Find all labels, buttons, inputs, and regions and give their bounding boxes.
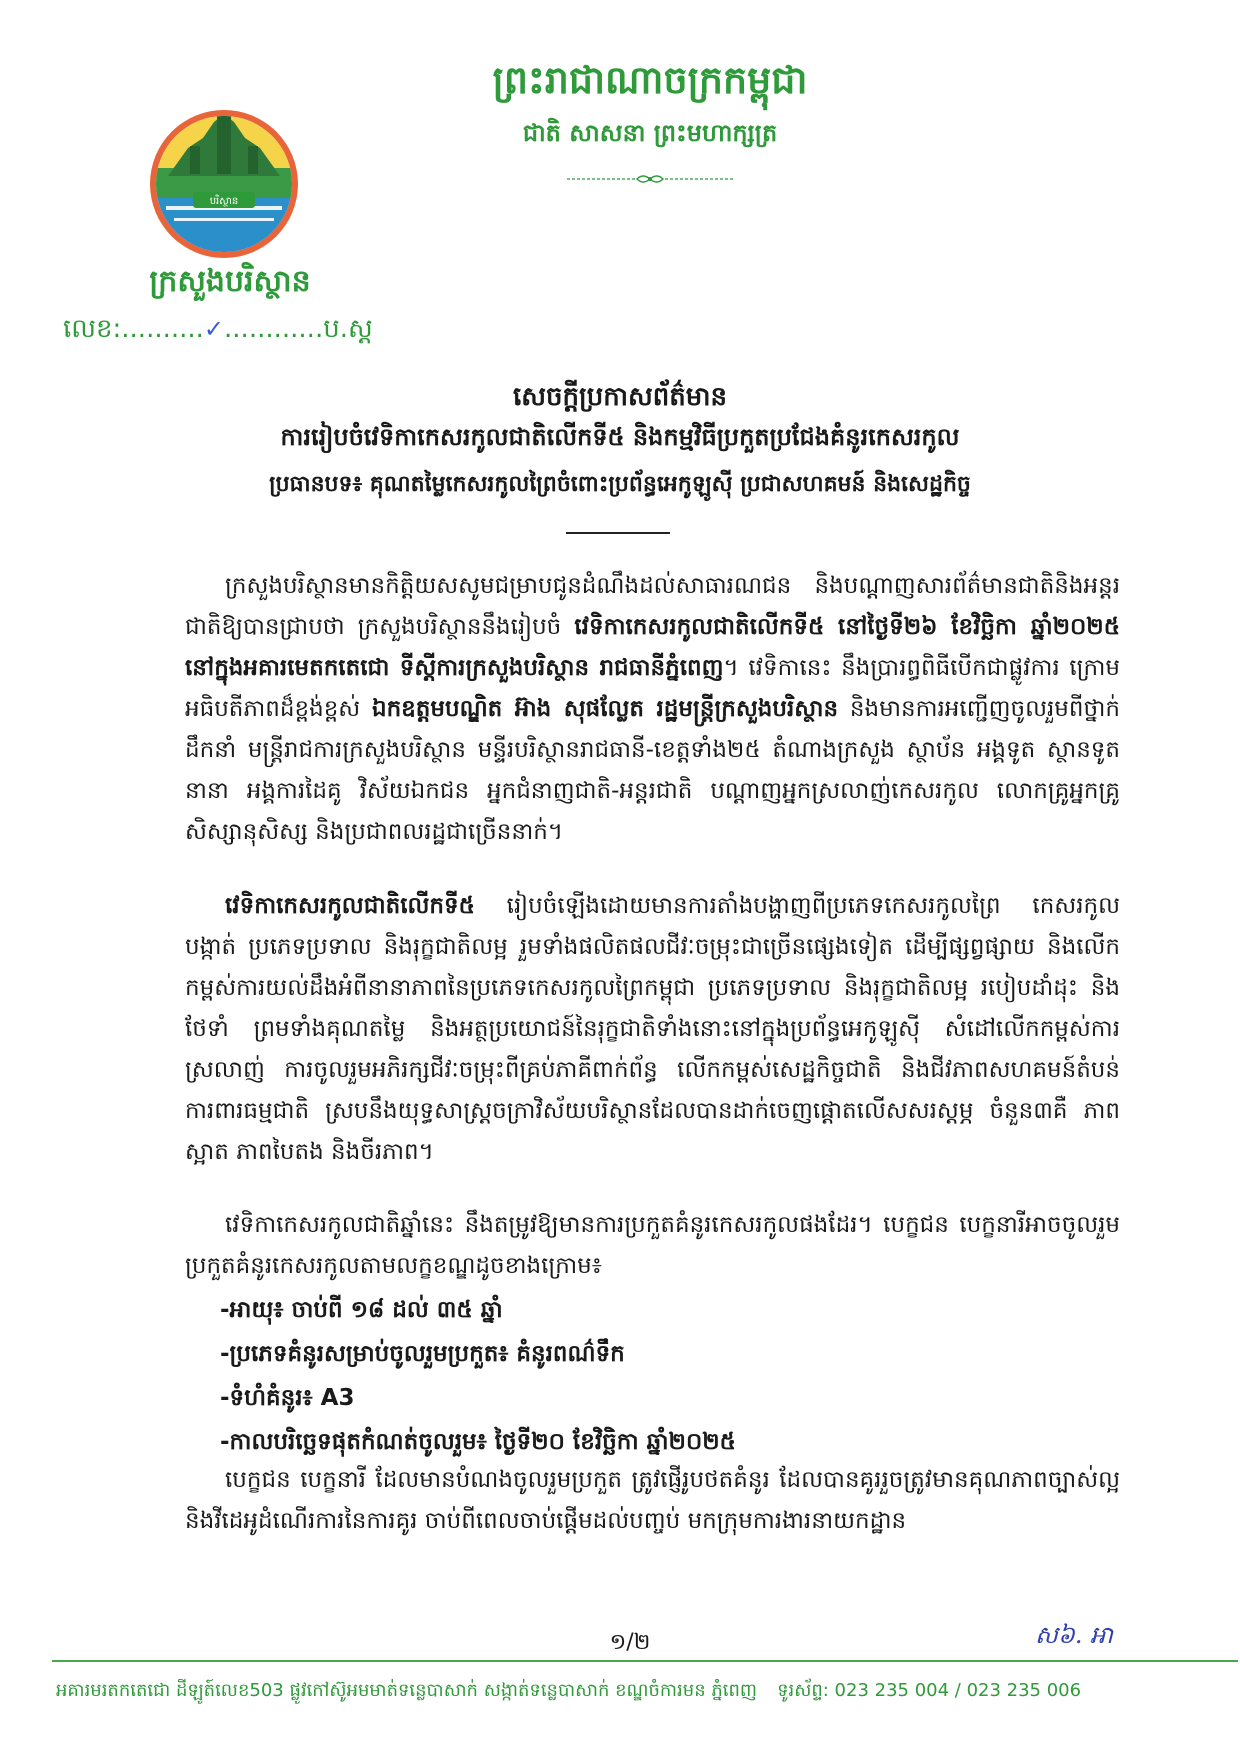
condition-size: -ទំហំគំនូរ៖ A3 [220,1385,355,1411]
page-number: ១/២ [609,1630,651,1655]
condition-age: -អាយុ៖ ចាប់ពី ១៨ ដល់ ៣៥ ឆ្នាំ [220,1297,503,1323]
paragraph-4: បេក្ខជន បេក្ខនារី ដែលមានបំណងចូលរួមប្រកួត ត្រូវផ្ញើរូបថតគំនូរ ដែលបានគូររួចត្រូវមានគុណភាពច្បាស់ល្អ និងវីដេអូដំណើរការនៃការគូរ ចាប់ពីពេលចាប់ផ្តើមដល់បញ្ចប់ មកក្រុមការងារនាយកដ្ឋាន [185,1467,1120,1534]
p1-event-details: វេទិកាកេសរកូលជាតិលើកទី៥ នៅថ្ងៃទី២៦ ខែវិច្ឆិកា ឆ្នាំ២០២៥ នៅក្នុងអគារមេតកតេជោ ទីស្តីការក្រសួងបរិស្ថាន រាជធានីភ្នំពេញ [185,614,1120,681]
press-release-title: សេចក្តីប្រកាសព័ត៌មាន [512,382,728,412]
kingdom-title: ព្រះរាជាណាចក្រកម្ពុជា [492,58,808,102]
ministry-logo [148,108,300,260]
title-divider [566,532,670,534]
p1-minister-name: ឯកឧត្តមបណ្ឌិត អ៊ាង សុផល្លែត រដ្ឋមន្ត្រីក្រសួងបរិស្ថាន [371,696,839,722]
footer-phone: ទូរស័ព្ទ: 023 235 004 / 023 235 006 [777,1680,1082,1701]
competition-conditions [220,1290,1100,1466]
paragraph-3: វេទិកាកេសរកូលជាតិឆ្នាំនេះ នឹងតម្រូវឱ្យមានការប្រកួតគំនូរកេសរកូលផងដែរ។ បេក្ខជន បេក្ខនារីអាចចូលរួមប្រកួតគំនូរកេសរកូលតាមលក្ខខណ្ឌដូចខាងក្រោម៖ [185,1212,1120,1279]
ministry-name: ក្រសួងបរិស្ថាន [149,264,311,299]
footer-contact [56,1678,1236,1705]
footer-divider [52,1660,1238,1662]
event-title: ការរៀបចំវេទិកាកេសរកូលជាតិលើកទី៥ និងកម្មវិធីប្រកួតប្រជែងគំនូរកេសរកូល [280,423,960,451]
condition-deadline: -កាលបរិច្ឆេទផុតកំណត់ចូលរួម៖ ថ្ងៃទី២០ ខែវិច្ឆិកា ឆ្នាំ២០២៥ [220,1429,736,1455]
p1-text-e: និងមានការអញ្ជើញចូលរួមពីថ្នាក់ដឹកនាំ មន្ត្រីរាជការក្រសួងបរិស្ថាន មន្ទីរបរិស្ថានរាជធានី-ខេត្តទាំង២៥ តំណាងក្រសួង ស្ថាប័ន អង្គទូត ស្ថានទូតនានា អង្គការដៃគូ វិស័យឯកជន អ្នកជំនាញជាតិ-អន្តរជាតិ បណ្តាញអ្នកស្រលាញ់កេសរកូល លោកគ្រូអ្នកគ្រូ សិស្សានុសិស្ស និងប្រជាពលរដ្ឋជាច្រើននាក់។ [185,696,1120,845]
p1-text-c: ។ វេទិកានេះ នឹងប្រារព្ធពិធីបើកជាផ្លូវការ ក្រោមអធិបតីភាពដ៏ខ្ពង់ខ្ពស់ [185,655,1120,722]
check-mark-icon: ✓ [203,315,225,343]
national-motto: ជាតិ សាសនា ព្រះមហាក្សត្រ [522,119,778,147]
p2-text: រៀបចំឡើងដោយមានការតាំងបង្ហាញពីប្រភេទកេសរកូលព្រៃ កេសរកូលបង្កាត់ ប្រភេទប្រទាល និងរុក្ខជាតិលម្អ រួមទាំងផលិតផលជីវៈចម្រុះជាច្រើនផ្សេងទៀត ដើម្បីផ្សព្វផ្សាយ និងលើកកម្ពស់ការយល់ដឹងអំពីនានាភាពនៃប្រភេទកេសរកូលព្រៃកម្ពុជា ប្រភេទប្រទាល និងរុក្ខជាតិលម្អ របៀបដាំដុះ និងថែទាំ ព្រមទាំងគុណតម្លៃ និងអត្ថប្រយោជន៍នៃរុក្ខជាតិទាំងនោះនៅក្នុងប្រព័ន្ធអេកូឡូស៊ី សំដៅលើកកម្ពស់ការស្រលាញ់ ការចូលរួមអភិរក្សជីវៈចម្រុះពីគ្រប់ភាគីពាក់ព័ន្ធ លើកកម្ពស់សេដ្ឋកិច្ចជាតិ និងជីវភាពសហគមន៍តំបន់ការពារធម្មជាតិ ស្របនឹងយុទ្ធសាស្ត្រចក្រាវិស័យបរិស្ថានដែលបានដាក់ចេញផ្តោតលើសសរស្តម្ភ ចំនួន៣គឺ ភាពស្អាត ភាពបៃតង និងចីរភាព។ [185,893,1120,1165]
footer-address: អគារមរតកតេជោ ដីឡូត៍លេខ503 ផ្លូវកៅស៊ូអមមាត់ទន្លេបាសាក់ សង្កាត់ទន្លេបាសាក់ ខណ្ឌចំការមន ភ្នំពេញ [56,1680,758,1701]
condition-type: -ប្រភេទគំនូរសម្រាប់ចូលរួមប្រកួត៖ គំនូរពណ៌ទឹក [220,1341,625,1367]
ref-prefix: លេខ:.......... [63,314,204,344]
p1-text-a: ក្រសួងបរិស្ថានមានកិត្តិយសសូមជម្រាបជូនដំណឹងដល់សាធារណជន និងបណ្តាញសារព័ត៌មានជាតិនិងអន្តរជាតិឱ្យបានជ្រាបថា ក្រសួងបរិស្ថាននឹងរៀបចំ [185,573,1120,640]
reference-number [63,312,373,350]
logo-label: បរិស្ថាន [209,196,239,207]
paragraph-2 [185,886,1120,1173]
ref-suffix: ............ប.ស្ត [224,314,373,344]
handwritten-initials: ស៦. អា [1035,1621,1113,1649]
p2-forum-name: វេទិកាកេសរកូលជាតិលើកទី៥ [225,893,475,919]
event-theme: ប្រធានបទ៖ គុណតម្លៃកេសរកូលព្រៃចំពោះប្រព័ន្ធអេកូឡូស៊ី ប្រជាសហគមន៍ និងសេដ្ឋកិច្ច [269,472,971,497]
paragraph-1 [185,566,1120,853]
ornament-divider [565,172,735,186]
